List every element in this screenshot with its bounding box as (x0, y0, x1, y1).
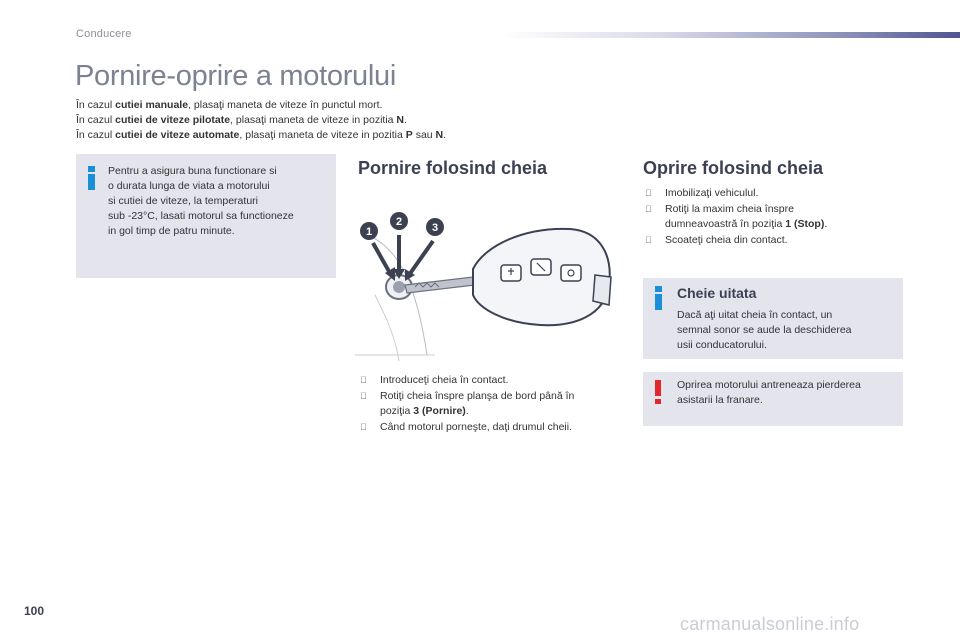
page-number: 100 (24, 604, 45, 618)
intro-line-piloted: În cazul cutiei de viteze pilotate, plasaţi maneta de viteze in pozitia N. (76, 114, 407, 126)
list-item: Rotiţi la maxim cheia înspre dumneavoastră în poziţia 1 (Stop). (643, 202, 903, 233)
info-icon (654, 286, 664, 310)
arrow-bullet-icon (645, 202, 652, 218)
illustration-label-3: 3 (431, 222, 439, 234)
warning-icon (654, 380, 664, 404)
arrow-bullet-icon (645, 233, 652, 249)
note-line: asistarii la franare. (677, 394, 763, 406)
stop-steps-list (643, 186, 903, 248)
forgotten-key-heading: Cheie uitata (677, 285, 757, 301)
brake-assist-warning-note (643, 372, 903, 426)
cold-weather-info-note (76, 154, 336, 278)
note-line: usii conducatorului. (677, 339, 767, 351)
arrow-bullet-icon (645, 186, 652, 202)
watermark: carmanualsonline.info (680, 614, 860, 634)
note-line: Dacă aţi uitat cheia în contact, un (677, 309, 833, 321)
page-title: Pornire-oprire a motorului (75, 60, 396, 92)
start-steps-list (358, 373, 628, 435)
arrow-bullet-icon (360, 389, 367, 405)
note-line: si cutiei de viteze, la temperaturi (108, 195, 258, 207)
intro-line-automatic: În cazul cutiei de viteze automate, plasaţi maneta de viteze in pozitia P sau N. (76, 129, 447, 141)
stop-section-heading: Oprire folosind cheia (643, 158, 824, 178)
note-line: o durata lunga de viata a motorului (108, 180, 270, 192)
note-line: semnal sonor se aude la deschiderea (677, 324, 852, 336)
illustration-label-2: 2 (395, 216, 403, 228)
intro-line-manual: În cazul cutiei manuale, plasaţi maneta de viteze în punctul mort. (76, 99, 383, 111)
start-section-heading: Pornire folosind cheia (358, 158, 548, 178)
forgotten-key-note (643, 278, 903, 359)
info-icon (87, 166, 97, 190)
illustration-label-1: 1 (365, 226, 373, 238)
list-item: Introduceţi cheia în contact. (358, 373, 628, 389)
section-label: Conducere (76, 28, 132, 40)
arrow-bullet-icon (360, 373, 367, 389)
list-item: Scoateţi cheia din contact. (643, 233, 903, 249)
note-line: in gol timp de patru minute. (108, 225, 235, 237)
list-item: Când motorul porneşte, daţi drumul cheii. (358, 420, 628, 436)
note-line: Oprirea motorului antreneaza pierderea (677, 379, 861, 391)
list-item: Rotiţi cheia înspre planşa de bord până în poziţia 3 (Pornire). (358, 389, 628, 420)
key-ignition-illustration (355, 205, 617, 365)
note-line: sub -23°C, lasati motorul sa functioneze (108, 210, 294, 222)
header-gradient-bar (500, 32, 960, 38)
list-item: Imobilizaţi vehiculul. (643, 186, 903, 202)
note-line: Pentru a asigura buna functionare si (108, 165, 277, 177)
arrow-bullet-icon (360, 420, 367, 436)
intro-text (76, 98, 446, 143)
